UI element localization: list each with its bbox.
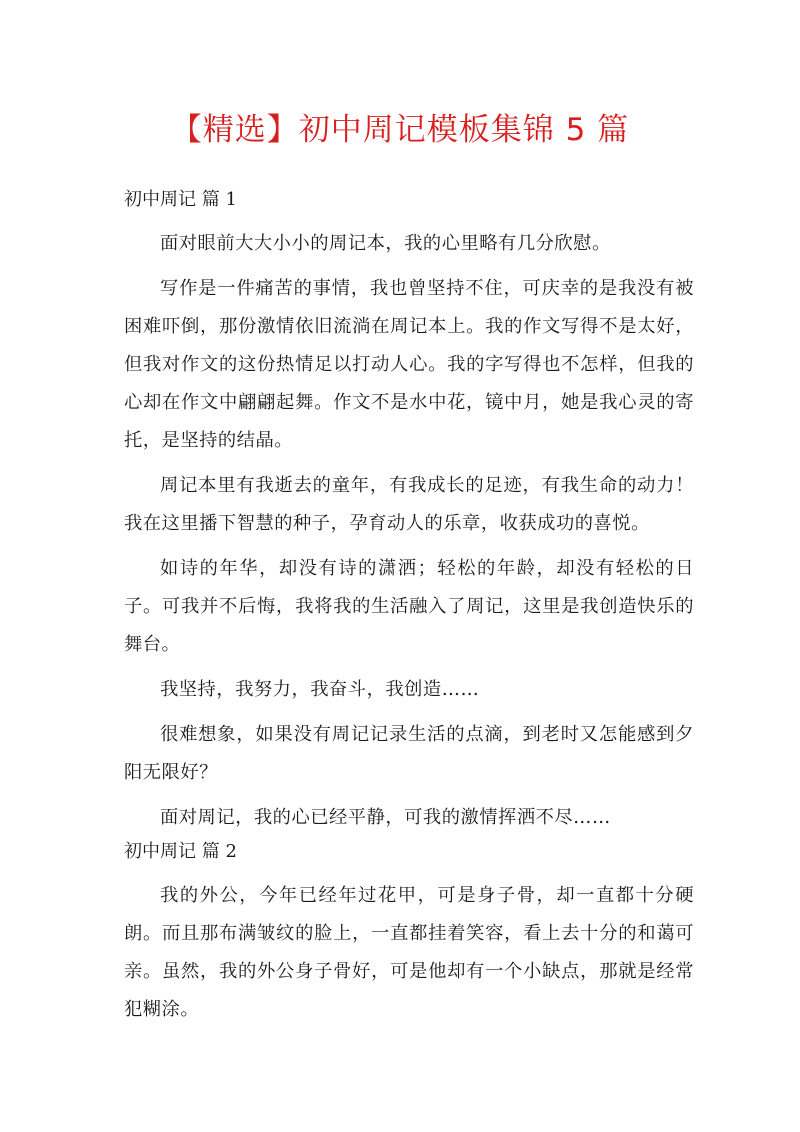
paragraph: 我的外公，今年已经年过花甲，可是身子骨，却一直都十分硬朗。而且那布满皱纹的脸上，一直都挂着笑容，看上去十分的和蔼可亲。虽然，我的外公身子骨好，可是他却有一个小缺点，那就是经常犯糊涂。: [124, 885, 694, 1020]
paragraph: 我坚持，我努力，我奋斗，我创造……: [160, 679, 480, 700]
section-heading: 初中周记 篇 2: [124, 841, 237, 862]
document-title: 【精选】初中周记模板集锦 5 篇: [170, 112, 630, 148]
paragraph: 面对周记，我的心已经平静，可我的激情挥洒不尽……: [160, 807, 611, 828]
section-heading: 初中周记 篇 1: [124, 189, 237, 210]
paragraph: 很难想象，如果没有周记记录生活的点滴，到老时又怎能感到夕阳无限好？: [124, 724, 694, 783]
paragraph: 写作是一件痛苦的事情，我也曾坚持不住，可庆幸的是我没有被困难吓倒，那份激情依旧流淌在周记本上。我的作文写得不是太好，但我对作文的这份热情足以打动人心。我的字写得也不怎样，但我的心却在作文中翩翩起舞。作文不是水中花，镜中月，她是我心灵的寄托，是坚持的结晶。: [124, 278, 694, 451]
paragraph: 周记本里有我逝去的童年，有我成长的足迹，有我生命的动力！我在这里播下智慧的种子，孕育动人的乐章，收获成功的喜悦。: [124, 475, 694, 534]
document-body: [124, 188, 694, 1036]
paragraph: 面对眼前大大小小的周记本，我的心里略有几分欣慰。: [160, 233, 611, 254]
paragraph: 如诗的年华，却没有诗的潇洒；轻松的年龄，却没有轻松的日子。可我并不后悔，我将我的生活融入了周记，这里是我创造快乐的舞台。: [124, 558, 694, 655]
